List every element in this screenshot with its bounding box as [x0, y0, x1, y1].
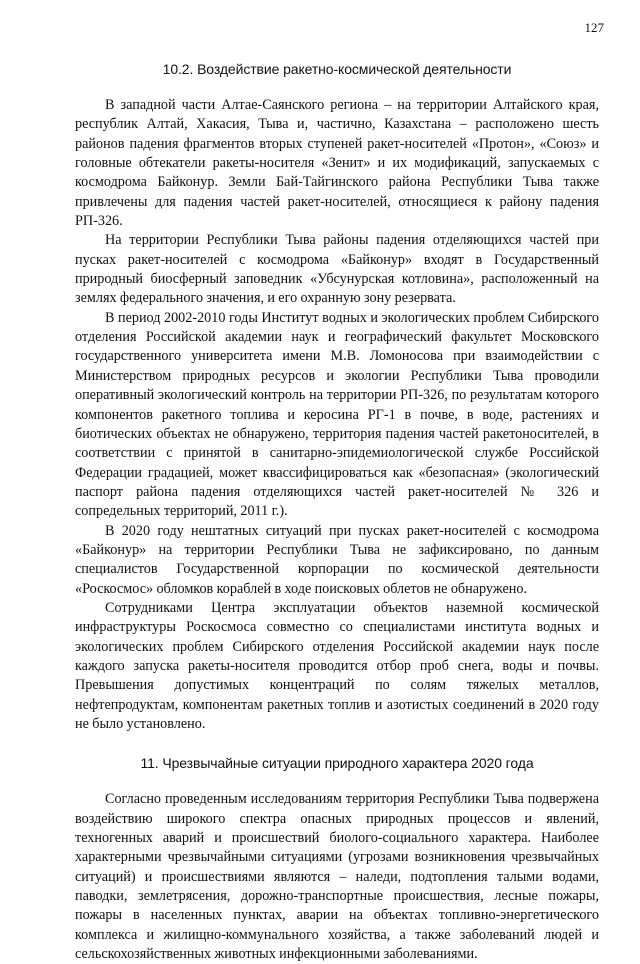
paragraph: Сотрудниками Центра эксплуатации объектов наземной космической инфраструктуры Роскосмоса совместно со специалистами института водных и экологических проблем Сибирского отделения Российской академии наук после каждого запуска ракеты-носителя проводится отбор проб снега, воды и почвы. Превышения допустимых концентраций по солям тяжелых металлов, нефтепродуктам, компонентам ракетных топлив и азотистых соединений в 2020 году не было установлено. — [75, 599, 599, 732]
section-rocket-space-activity — [75, 60, 599, 734]
paragraph: В 2020 году нештатных ситуаций при пусках ракет-носителей с космодрома «Байконур» на территории Республики Тыва не зафиксировано, по данным специалистов Государственной корпорации по космической деятельности «Роскосмос» обломков кораблей в ходе поисковых облетов не обнаружено. — [75, 522, 599, 597]
paragraph: В западной части Алтае-Саянского региона – на территории Алтайского края, республик Алтай, Хакасия, Тыва и, частично, Казахстана – расположено шесть районов падения фрагментов вторых ступеней ракет-носителей «Протон», «Союз» и головные обтекатели ракеты-носителя «Зенит» и их модификаций, запускаемых с космодрома Байконур. Земли Бай-Тайгинского района Республики Тыва также привлечены для падения частей ракет-носителей, относящиеся к району падения РП-326. — [75, 97, 599, 230]
page-number: 127 — [584, 20, 604, 35]
section-natural-emergencies — [75, 754, 599, 964]
paragraph: На территории Республики Тыва районы падения отделяющихся частей при пусках ракет-носителей с космодрома «Байконур» входят в Государственный природный биосферный заповедник «Убсунурская котловина», расположенный на землях федерального значения, и его охранную зону резервата. — [75, 232, 599, 307]
section-heading: 10.2. Воздействие ракетно-космической деятельности — [162, 61, 512, 77]
paragraph: В период 2002-2010 годы Институт водных и экологических проблем Сибирского отделения Российской академии наук и географический факультет Московского государственного университета имени М.В. Ломоносова при взаимодействии с Министерством природных ресурсов и экологии Республики Тыва проводили оперативный экологический контроль на территории РП-326, по результатам которого компонентов ракетного топлива и керосина РГ-1 в почве, в воде, растениях и биотических объектах не обнаружено, территория падения частей ракетоносителей, в соответствии с принятой в санитарно-эпидемиологической службе Российской Федерации градацией, может квассифицироваться как «безопасная» (экологический паспорт района падения отделяющихся частей ракет-носителей № 326 и сопредельных территорий, 2011 г.). — [75, 309, 599, 520]
page-content — [75, 60, 599, 964]
paragraph: Согласно проведенным исследованиям территория Республики Тыва подвержена воздействию широкого спектра опасных природных процессов и явлений, техногенных аварий и происшествий биолого-социального характера. Наиболее характерными чрезвычайными ситуациями (угрозами возникновения чрезвычайных ситуаций) и происшествиями являются – наледи, подтопления талыми водами, паводки, землетрясения, дорожно-транспортные происшествия, лесные пожары, пожары в населенных пунктах, аварии на объектах топливно-энергетического комплекса и жилищно-коммунального хозяйства, а также заболеваний людей и сельскохозяйственных животных инфекционными заболеваниями. — [75, 791, 599, 963]
section-heading: 11. Чрезвычайные ситуации природного характера 2020 года — [140, 755, 534, 772]
